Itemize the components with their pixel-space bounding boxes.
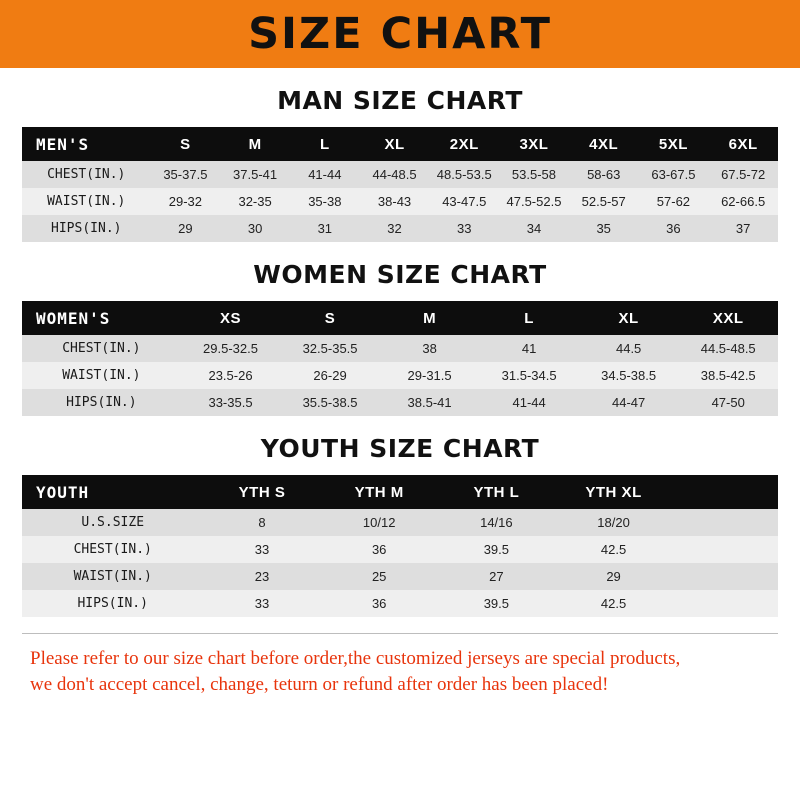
table-cell: 35-38 (290, 188, 360, 215)
table-cell: 42.5 (555, 590, 672, 617)
table-row (22, 563, 778, 590)
men-row-label-hips: HIPS(IN.) (22, 215, 151, 242)
table-cell: 48.5-53.5 (429, 161, 499, 188)
women-size-table (22, 301, 778, 416)
table-cell: 39.5 (438, 590, 555, 617)
footer-disclaimer (22, 633, 778, 697)
page-title: SIZE CHART (248, 8, 552, 59)
men-col-6xl: 6XL (708, 127, 778, 161)
table-cell: 44-47 (579, 389, 679, 416)
table-cell: 32 (360, 215, 430, 242)
table-cell-spacer (672, 509, 778, 536)
youth-col-s: YTH S (203, 475, 320, 509)
table-cell: 58-63 (569, 161, 639, 188)
table-cell: 33-35.5 (181, 389, 281, 416)
men-col-m: M (220, 127, 290, 161)
women-row-label-hips: HIPS(IN.) (22, 389, 181, 416)
table-cell: 33 (429, 215, 499, 242)
table-cell: 14/16 (438, 509, 555, 536)
section-title-women: WOMEN SIZE CHART (253, 260, 547, 289)
table-cell: 23.5-26 (181, 362, 281, 389)
men-row-label-chest: CHEST(IN.) (22, 161, 151, 188)
table-cell: 62-66.5 (708, 188, 778, 215)
youth-col-xl: YTH XL (555, 475, 672, 509)
men-row-label-waist: WAIST(IN.) (22, 188, 151, 215)
table-cell-spacer (672, 536, 778, 563)
header-banner (0, 0, 800, 68)
table-header-row (22, 475, 778, 509)
table-row (22, 161, 778, 188)
youth-row-label-waist: WAIST(IN.) (22, 563, 203, 590)
table-cell: 41-44 (290, 161, 360, 188)
footer-line-1: Please refer to our size chart before order,the customized jerseys are special products, (30, 648, 681, 669)
table-row (22, 509, 778, 536)
table-cell: 63-67.5 (639, 161, 709, 188)
youth-corner-label: YOUTH (22, 475, 203, 509)
table-cell: 29-31.5 (380, 362, 480, 389)
table-cell: 53.5-58 (499, 161, 569, 188)
table-cell: 33 (203, 536, 320, 563)
table-row (22, 389, 778, 416)
table-header-row (22, 127, 778, 161)
table-cell: 38 (380, 335, 480, 362)
men-table-head (22, 127, 778, 161)
table-cell: 25 (321, 563, 438, 590)
table-cell: 23 (203, 563, 320, 590)
table-cell: 29 (151, 215, 221, 242)
men-col-4xl: 4XL (569, 127, 639, 161)
table-cell: 44.5-48.5 (678, 335, 778, 362)
table-cell-spacer (672, 590, 778, 617)
table-cell: 26-29 (280, 362, 380, 389)
table-cell: 43-47.5 (429, 188, 499, 215)
table-cell: 18/20 (555, 509, 672, 536)
table-cell: 47.5-52.5 (499, 188, 569, 215)
table-cell: 8 (203, 509, 320, 536)
men-col-5xl: 5XL (639, 127, 709, 161)
women-col-xl: XL (579, 301, 679, 335)
table-cell: 27 (438, 563, 555, 590)
table-cell: 32.5-35.5 (280, 335, 380, 362)
table-cell: 37 (708, 215, 778, 242)
table-cell: 10/12 (321, 509, 438, 536)
table-cell: 57-62 (639, 188, 709, 215)
chart-content (0, 68, 800, 800)
youth-table-head (22, 475, 778, 509)
table-row (22, 188, 778, 215)
table-cell: 36 (321, 590, 438, 617)
youth-row-label-us-size: U.S.SIZE (22, 509, 203, 536)
men-table-body (22, 161, 778, 242)
table-cell: 38-43 (360, 188, 430, 215)
table-cell: 39.5 (438, 536, 555, 563)
youth-size-table (22, 475, 778, 617)
table-row (22, 215, 778, 242)
table-row (22, 362, 778, 389)
table-cell: 41 (479, 335, 579, 362)
table-cell-spacer (672, 563, 778, 590)
table-cell: 44.5 (579, 335, 679, 362)
women-table-body (22, 335, 778, 416)
men-col-xl: XL (360, 127, 430, 161)
women-col-xxl: XXL (678, 301, 778, 335)
youth-col-spacer (672, 475, 778, 509)
table-cell: 31.5-34.5 (479, 362, 579, 389)
women-col-m: M (380, 301, 480, 335)
section-title-men: MAN SIZE CHART (277, 86, 523, 115)
table-cell: 32-35 (220, 188, 290, 215)
table-cell: 35 (569, 215, 639, 242)
table-cell: 36 (321, 536, 438, 563)
table-row (22, 536, 778, 563)
table-header-row (22, 301, 778, 335)
women-row-label-chest: CHEST(IN.) (22, 335, 181, 362)
table-cell: 30 (220, 215, 290, 242)
table-cell: 37.5-41 (220, 161, 290, 188)
women-corner-label: WOMEN'S (22, 301, 181, 335)
table-cell: 29-32 (151, 188, 221, 215)
section-title-youth: YOUTH SIZE CHART (260, 434, 540, 463)
table-cell: 52.5-57 (569, 188, 639, 215)
women-col-xs: XS (181, 301, 281, 335)
youth-col-m: YTH M (321, 475, 438, 509)
youth-table-body (22, 509, 778, 617)
table-cell: 36 (639, 215, 709, 242)
table-cell: 35-37.5 (151, 161, 221, 188)
table-cell: 38.5-42.5 (678, 362, 778, 389)
table-cell: 67.5-72 (708, 161, 778, 188)
women-row-label-waist: WAIST(IN.) (22, 362, 181, 389)
table-row (22, 590, 778, 617)
table-cell: 47-50 (678, 389, 778, 416)
table-cell: 42.5 (555, 536, 672, 563)
women-col-s: S (280, 301, 380, 335)
men-col-s: S (151, 127, 221, 161)
women-col-l: L (479, 301, 579, 335)
table-cell: 38.5-41 (380, 389, 480, 416)
table-cell: 34 (499, 215, 569, 242)
table-cell: 35.5-38.5 (280, 389, 380, 416)
table-row (22, 335, 778, 362)
table-cell: 44-48.5 (360, 161, 430, 188)
table-cell: 29.5-32.5 (181, 335, 281, 362)
youth-col-l: YTH L (438, 475, 555, 509)
youth-row-label-chest: CHEST(IN.) (22, 536, 203, 563)
men-col-2xl: 2XL (429, 127, 499, 161)
table-cell: 41-44 (479, 389, 579, 416)
table-cell: 29 (555, 563, 672, 590)
footer-line-2: we don't accept cancel, change, teturn or refund after order has been placed! (30, 673, 609, 695)
table-cell: 34.5-38.5 (579, 362, 679, 389)
table-cell: 31 (290, 215, 360, 242)
men-corner-label: MEN'S (22, 127, 151, 161)
youth-row-label-hips: HIPS(IN.) (22, 590, 203, 617)
table-cell: 33 (203, 590, 320, 617)
men-col-l: L (290, 127, 360, 161)
men-col-3xl: 3XL (499, 127, 569, 161)
women-table-head (22, 301, 778, 335)
men-size-table (22, 127, 778, 242)
